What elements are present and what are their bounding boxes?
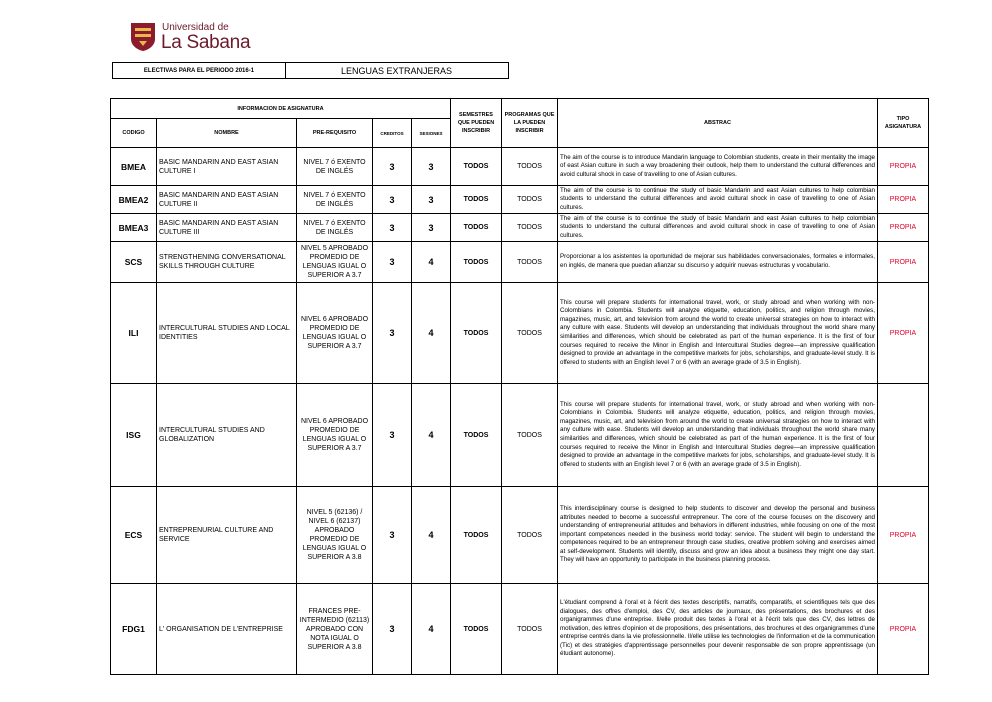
codigo-cell: ECS [111,487,157,584]
semestres-cell: TODOS [451,384,502,487]
tipo-cell [878,384,929,487]
abstrac-cell: This course will prepare students for international travel, work, or study abroad and when working with non-Colombians in Colombia. Students will analyze etiquette, education, politics, and religion through movies, magazines, music, art, and television from around the world to create universal strategies on how to interact with any culture with ease. Students will develop an understanding that individuals throughout the world share many similarities and differences, which should be celebrated as part of the human experience. It is the first of four courses required to receive the Minor in English and Intercultural Studies degree—an impressive qualification designed to provide an advantage in the competitive markets for jobs, scholarships, and graduate-level study. It is offered to students with an English level 7 or 6 (with an average grade of 3.5 in English). [558,283,878,384]
creditos-cell: 3 [373,214,412,242]
semestres-cell: TODOS [451,584,502,675]
table-row [111,584,929,675]
info-header: INFORMACION DE ASIGNATURA [111,99,451,119]
university-logo [130,20,270,56]
creditos-cell: 3 [373,487,412,584]
table-row [111,148,929,186]
abstrac-cell: This course will prepare students for international travel, work, or study abroad and when working with non-Colombians in Colombia. Students will analyze etiquette, education, politics, and religion through movies, magazines, music, art, and television from around the world to create universal strategies on how to interact with any culture with ease. Students will develop an understanding that individuals throughout the world share many similarities and differences, which should be celebrated as part of the human experience. It is the first of four courses required to receive the Minor in English and Intercultural Studies degree—an impressive qualification designed to provide an advantage in the competitive markets for jobs, scholarships, and graduate-level study. It is offered to students with an English level 7 or 6 (with an average grade of 3.5 in English). [558,384,878,487]
nombre-cell: INTERCULTURAL STUDIES AND GLOBALIZATION [157,384,297,487]
programas-cell: TODOS [502,283,558,384]
nombre-cell: BASIC MANDARIN AND EAST ASIAN CULTURE III [157,214,297,242]
tipo-cell: PROPIA [878,584,929,675]
semestres-cell: TODOS [451,214,502,242]
programas-cell: TODOS [502,384,558,487]
nombre-cell: ENTREPRENURIAL CULTURE AND SERVICE [157,487,297,584]
shield-icon [130,22,156,52]
codigo-cell: BMEA [111,148,157,186]
nombre-cell: L' ORGANISATION DE L'ENTREPRISE [157,584,297,675]
sesiones-cell: 4 [412,283,451,384]
programas-cell: TODOS [502,214,558,242]
sesiones-cell: 4 [412,584,451,675]
abstrac-cell: L'étudiant comprend à l'oral et à l'écrit des textes descriptifs, narratifs, comparatifs, et scientifiques tels que des dialogues, des offres d'emploi, des CV, des articles de journaux, des présentations, des brochures et des organigrammes d'une entreprise. Il/elle produit des textes à l'oral et à l'écrit tels que des CV, des lettres de motivation, des lettres d'opinion et de propositions, des présentations, des brochures et des organigrammes d'une entreprise centrés dans la vie professionnelle. Il/elle utilise les technologies de l'information et de la communication (Tic) et des stratégies d'apprentissage personnelles pour devenir responsable de son propre apprentissage (un étudiant autonome). [558,584,878,675]
tipo-cell: PROPIA [878,242,929,283]
nombre-cell: BASIC MANDARIN AND EAST ASIAN CULTURE II [157,186,297,214]
sesiones-cell: 4 [412,384,451,487]
tipo-cell: PROPIA [878,487,929,584]
abstrac-cell: The aim of the course is to continue the study of basic Mandarin and east Asian cultures to help colombian students to understand the cultural differences and avoid cultural shock in case of travelling to one of Asian cultures. [558,214,878,242]
prereq-cell: NIVEL 7 ó EXENTO DE INGLÉS [297,214,373,242]
nombre-header: NOMBRE [157,119,297,148]
tipo-cell: PROPIA [878,186,929,214]
codigo-cell: FDG1 [111,584,157,675]
abstrac-cell: The aim of the course is to introduce Mandarin language to Colombian students, create in their mentality the image of east Asian culture in such a way broadening their outlook, help them to understand the cultural differences and avoid cultural shock in case of travelling to one of Asian cultures. [558,148,878,186]
prereq-cell: NIVEL 5 APROBADO PROMEDIO DE LENGUAS IGUAL O SUPERIOR A 3.7 [297,242,373,283]
prereq-cell: NIVEL 7 ó EXENTO DE INGLÉS [297,148,373,186]
codigo-cell: SCS [111,242,157,283]
programas-cell: TODOS [502,487,558,584]
table-row [111,186,929,214]
sesiones-header: SESIONES [412,119,451,148]
creditos-cell: 3 [373,283,412,384]
programas-header: PROGRAMAS QUE LA PUEDEN INSCRIBIR [502,99,558,148]
creditos-cell: 3 [373,584,412,675]
period-value: LENGUAS EXTRANJERAS [340,65,453,76]
programas-cell: TODOS [502,186,558,214]
creditos-cell: 3 [373,242,412,283]
programas-cell: TODOS [502,242,558,283]
nombre-cell: STRENGTHENING CONVERSATIONAL SKILLS THROUGH CULTURE [157,242,297,283]
tipo-cell: PROPIA [878,283,929,384]
abstrac-cell: Proporcionar a los asistentes la oportunidad de mejorar sus habilidades conversacionales, formales e informales, en inglés, de manera que puedan afianzar su discurso y adquirir nuevas estructuras y vocabulario. [558,242,878,283]
table-row [111,242,929,283]
table-row [111,214,929,242]
prereq-header: PRE-REQUISITO [297,119,373,148]
programas-cell: TODOS [502,148,558,186]
nombre-cell: INTERCULTURAL STUDIES AND LOCAL IDENTITIES [157,283,297,384]
codigo-cell: BMEA3 [111,214,157,242]
codigo-cell: ISG [111,384,157,487]
prereq-cell: NIVEL 7 ó EXENTO DE INGLÉS [297,186,373,214]
table-row [111,283,929,384]
creditos-cell: 3 [373,148,412,186]
nombre-cell: BASIC MANDARIN AND EAST ASIAN CULTURE I [157,148,297,186]
abstrac-cell: The aim of the course is to continue the study of basic Mandarin and east Asian cultures to help colombian students to understand the cultural differences and avoid cultural shock in case of travelling to one of Asian cultures. [558,186,878,214]
codigo-cell: BMEA2 [111,186,157,214]
sesiones-cell: 4 [412,487,451,584]
semestres-cell: TODOS [451,148,502,186]
semestres-cell: TODOS [451,242,502,283]
semestres-cell: TODOS [451,487,502,584]
logo-line1: Universidad de [162,22,229,33]
semestres-cell: TODOS [451,283,502,384]
courses-table [110,98,929,675]
tipo-header: TIPO ASIGNATURA [878,99,929,148]
prereq-cell: FRANCES PRE-INTERMEDIO (62113) APROBADO CON NOTA IGUAL O SUPERIOR A 3.8 [297,584,373,675]
abstrac-cell: This interdisciplinary course is designed to help students to discover and develop the personal and business attributes needed to become a successful entrepreneur. The core of the course focuses on the discovery and understanding of entrepreneurial attitudes and behaviors in different industries, while focusing on one of the most important competences needed in the business world today: service. The student will begin to understand the competences required to be an entrepreneur through case studies, creative problem solving and exercises aimed at self-development. Students will identify, discuss and grow an idea about a business they might one day start. They will have an opportunity to participate in the business planning process. [558,487,878,584]
creditos-cell: 3 [373,384,412,487]
creditos-header: CREDITOS [373,119,412,148]
programas-cell: TODOS [502,584,558,675]
codigo-header: CODIGO [111,119,157,148]
codigo-cell: ILI [111,283,157,384]
prereq-cell: NIVEL 5 (62136) / NIVEL 6 (62137) APROBADO PROMEDIO DE LENGUAS IGUAL O SUPERIOR A 3.8 [297,487,373,584]
tipo-cell: PROPIA [878,214,929,242]
sesiones-cell: 3 [412,148,451,186]
table-row [111,384,929,487]
abstrac-header: ABSTRAC [558,99,878,148]
tipo-cell: PROPIA [878,148,929,186]
logo-line2: La Sabana [161,32,251,53]
sesiones-cell: 4 [412,242,451,283]
creditos-cell: 3 [373,186,412,214]
sesiones-cell: 3 [412,186,451,214]
prereq-cell: NIVEL 6 APROBADO PROMEDIO DE LENGUAS IGUAL O SUPERIOR A 3.7 [297,384,373,487]
semestres-cell: TODOS [451,186,502,214]
period-box [112,62,509,79]
period-label: ELECTIVAS PARA EL PERIODO 2016-1 [113,63,286,78]
table-row [111,487,929,584]
semestres-header: SEMESTRES QUE PUEDEN INSCRIBIR [451,99,502,148]
sesiones-cell: 3 [412,214,451,242]
prereq-cell: NIVEL 6 APROBADO PROMEDIO DE LENGUAS IGUAL O SUPERIOR A 3.7 [297,283,373,384]
